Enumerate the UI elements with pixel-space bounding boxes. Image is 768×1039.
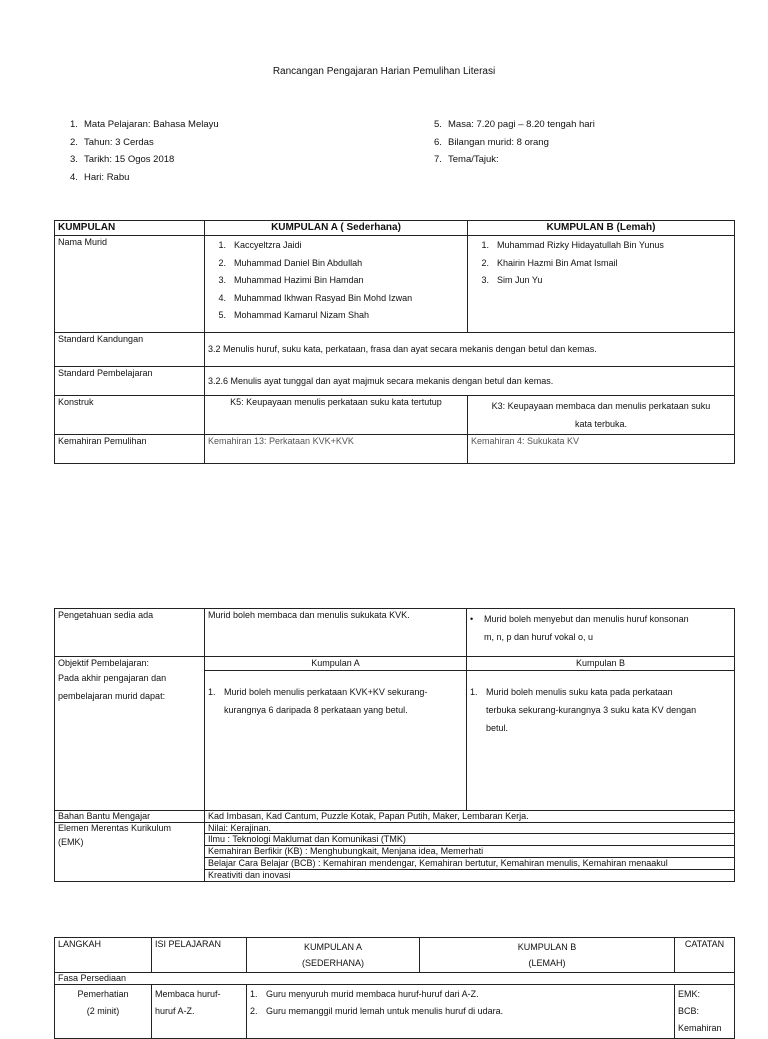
emk-item: Nilai: Kerajinan.	[205, 822, 735, 834]
label-emk: Elemen Merentas Kurikulum (EMK)	[55, 822, 205, 881]
emk-item: Kreativiti dan inovasi	[205, 869, 735, 881]
row-nama-murid	[55, 236, 735, 333]
info-left	[70, 119, 219, 189]
row-standard-kandungan	[55, 333, 735, 367]
label-standard-pembelajaran: Standard Pembelajaran	[55, 367, 205, 396]
header-langkah: LANGKAH	[55, 938, 152, 973]
label-bbm: Bahan Bantu Mengajar	[55, 810, 205, 822]
info-item: 6. Bilangan murid: 8 orang	[434, 136, 549, 148]
header-kumpulan-a: KUMPULAN A ( Sederhana)	[205, 221, 468, 236]
objektif-group-a: 1. Murid boleh menulis perkataan KVK+KV sekurang- kurangnya 6 daripada 8 perkataan yang betul.	[205, 670, 467, 810]
info-item: 4. Hari: Rabu	[70, 171, 130, 183]
student-item: 3. Sim Jun Yu	[481, 275, 543, 286]
emk-item: Kemahiran Berfikir (KB) : Menghubungkait, Menjana idea, Memerhati	[205, 846, 735, 858]
row-emk	[55, 822, 735, 834]
konstruk-group-a: K5: Keupayaan menulis perkataan suku kata tertutup	[205, 396, 468, 435]
konstruk-group-b: K3: Keupayaan membaca dan menulis perkataan suku kata terbuka.	[468, 396, 735, 435]
info-item: 2. Tahun: 3 Cerdas	[70, 136, 154, 148]
row-fasa	[55, 973, 735, 985]
row-konstruk	[55, 396, 735, 435]
kemahiran-group-b: Kemahiran 4: Sukukata KV	[468, 435, 735, 464]
group-table	[54, 220, 735, 464]
emk-item: Belajar Cara Belajar (BCB) : Kemahiran mendengar, Kemahiran bertutur, Kemahiran menulis, Kemahiran menaakul	[205, 857, 735, 869]
student-item: 2. Muhammad Daniel Bin Abdullah	[218, 257, 363, 268]
steps-pemerhatian	[247, 984, 675, 1038]
header-isi: ISI PELAJARAN	[152, 938, 247, 973]
student-item: 4. Muhammad Ikhwan Rasyad Bin Mohd Izwan	[218, 292, 413, 303]
student-item: 3. Muhammad Hazimi Bin Hamdan	[218, 275, 364, 286]
header-catatan: CATATAN	[675, 938, 735, 973]
info-item: 7. Tema/Tajuk:	[434, 154, 499, 165]
label-pengetahuan: Pengetahuan sedia ada	[55, 609, 205, 657]
emk-item: Ilmu : Teknologi Maklumat dan Komunikasi (TMK)	[205, 834, 735, 846]
steps-header	[55, 938, 735, 973]
catatan-pemerhatian: EMK: BCB: Kemahiran	[675, 984, 735, 1038]
kemahiran-group-a: Kemahiran 13: Perkataan KVK+KVK	[205, 435, 468, 464]
info-right	[434, 119, 595, 172]
label-kemahiran-pemulihan: Kemahiran Pemulihan	[55, 435, 205, 464]
row-pengetahuan	[55, 609, 735, 657]
info-item: 1. Mata Pelajaran: Bahasa Melayu	[70, 119, 219, 130]
row-pemerhatian	[55, 984, 735, 1038]
isi-pemerhatian: Membaca huruf- huruf A-Z.	[152, 984, 247, 1038]
value-standard-kandungan: 3.2 Menulis huruf, suku kata, perkataan, frasa dan ayat secara mekanis dengan betul dan kemas.	[205, 333, 735, 367]
row-kemahiran-pemulihan	[55, 435, 735, 464]
pengetahuan-group-a: Murid boleh membaca dan menulis sukukata KVK.	[205, 609, 467, 657]
group-table-header	[55, 221, 735, 236]
label-nama-murid: Nama Murid	[55, 236, 205, 333]
pengetahuan-group-b: • Murid boleh menyebut dan menulis huruf konsonan m, n, p dan huruf vokal o, u	[467, 609, 735, 657]
student-item: 5. Mohammad Kamarul Nizam Shah	[218, 310, 370, 321]
students-group-b	[468, 236, 735, 333]
row-bbm	[55, 810, 735, 822]
value-bbm: Kad Imbasan, Kad Cantum, Puzzle Kotak, Papan Putih, Maker, Lembaran Kerja.	[205, 810, 735, 822]
info-item: 5. Masa: 7.20 pagi – 8.20 tengah hari	[434, 119, 595, 130]
row-objektif-head	[55, 657, 735, 671]
objektif-head-b: Kumpulan B	[467, 657, 735, 671]
student-item: 2. Khairin Hazmi Bin Amat Ismail	[481, 257, 618, 268]
header-kumpulan: KUMPULAN	[55, 221, 205, 236]
label-objektif: Objektif Pembelajaran: Pada akhir pengajaran dan pembelajaran murid dapat:	[55, 657, 205, 811]
student-item: 1. Muhammad Rizky Hidayatullah Bin Yunus	[481, 240, 664, 251]
label-konstruk: Konstruk	[55, 396, 205, 435]
student-item: 1. Kaccyeltzra Jaidi	[218, 240, 302, 251]
step-item: 1. Guru menyuruh murid membaca huruf-huruf dari A-Z.	[250, 988, 479, 999]
value-standard-pembelajaran: 3.2.6 Menulis ayat tunggal dan ayat majmuk secara mekanis dengan betul dan kemas.	[205, 367, 735, 396]
lesson-detail-table	[54, 608, 735, 882]
header-kumpulan-b: KUMPULAN B (Lemah)	[468, 221, 735, 236]
students-group-a	[205, 236, 468, 333]
step-item: 2. Guru memanggil murid lemah untuk menulis huruf di udara.	[250, 1005, 504, 1016]
header-kumpulan-b: KUMPULAN B (LEMAH)	[420, 938, 675, 973]
label-standard-kandungan: Standard Kandungan	[55, 333, 205, 367]
fasa-persediaan: Fasa Persediaan	[55, 973, 735, 985]
objektif-head-a: Kumpulan A	[205, 657, 467, 671]
row-standard-pembelajaran	[55, 367, 735, 396]
document-title: Rancangan Pengajaran Harian Pemulihan Literasi	[272, 66, 496, 77]
header-kumpulan-a: KUMPULAN A (SEDERHANA)	[247, 938, 420, 973]
info-item: 3. Tarikh: 15 Ogos 2018	[70, 154, 175, 165]
bullet-icon: •	[470, 614, 474, 624]
langkah-pemerhatian: Pemerhatian (2 minit)	[55, 984, 152, 1038]
objektif-group-b: 1. Murid boleh menulis suku kata pada perkataan terbuka sekurang-kurangnya 3 suku kata KV dengan betul.	[467, 670, 735, 810]
